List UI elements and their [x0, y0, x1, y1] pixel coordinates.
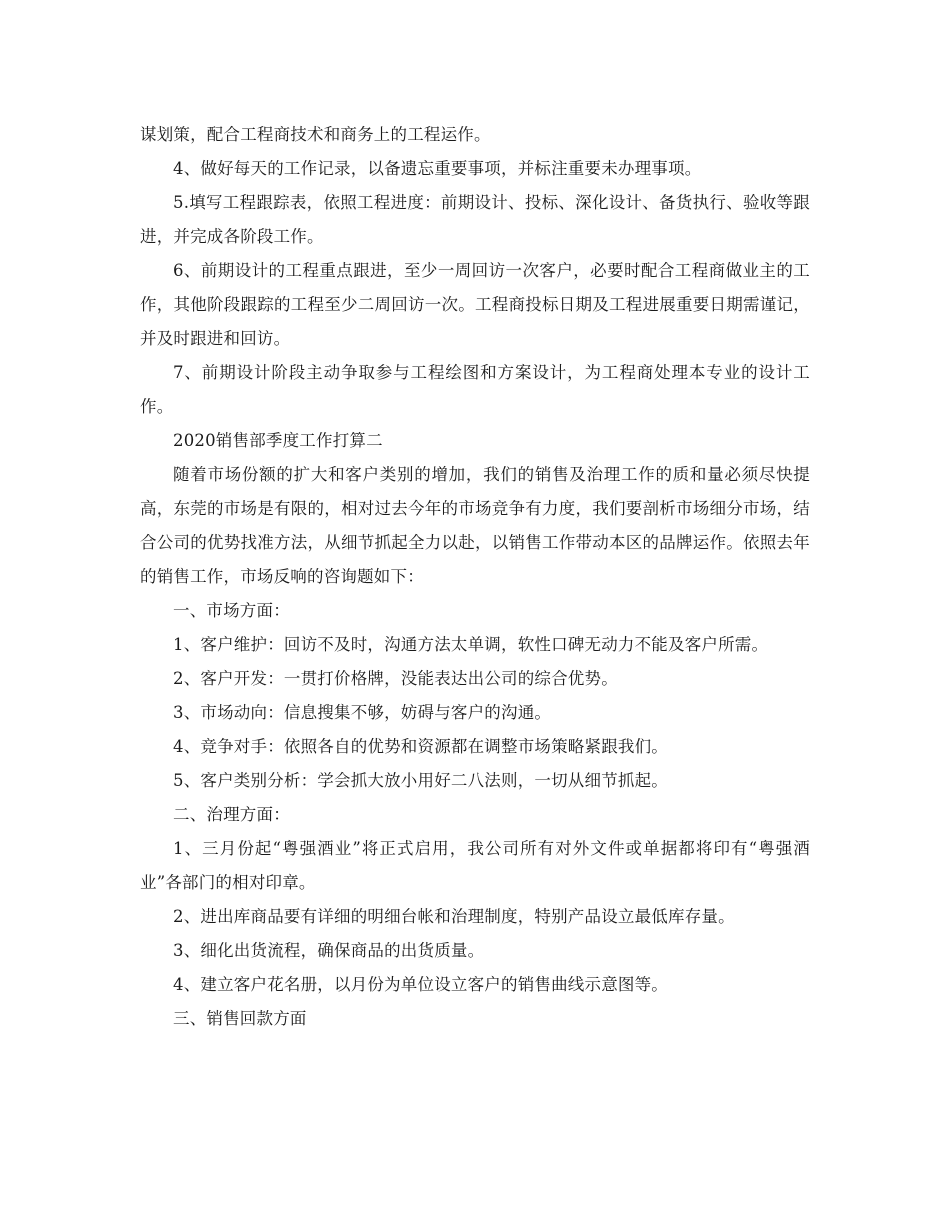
list-item: 3、细化出货流程，确保商品的出货质量。 [173, 941, 485, 960]
paragraph: 6、前期设计的工程重点跟进，至少一周回访一次客户，必要时配合工程商做业主的工作，其他阶段跟踪的工程至少二周回访一次。工程商投标日期及工程进展重要日期需谨记，并及时跟进和回访。 [140, 261, 810, 348]
paragraph: 7、前期设计阶段主动争取参与工程绘图和方案设计，为工程商处理本专业的设计工作。 [140, 363, 810, 416]
list-item: 1、客户维护：回访不及时，沟通方法太单调，软性口碑无动力不能及客户所需。 [173, 635, 769, 654]
paragraph: 5.填写工程跟踪表，依照工程进度：前期设计、投标、深化设计、备货执行、验收等跟进，并完成各阶段工作。 [140, 193, 810, 246]
list-item: 1、三月份起“粤强酒业”将正式启用，我公司所有对外文件或单据都将印有“粤强酒业”各部门的相对印章。 [140, 839, 810, 892]
paragraph: 谋划策，配合工程商技术和商务上的工程运作。 [140, 125, 491, 144]
document-body [140, 118, 810, 1036]
list-item: 3、市场动向：信息搜集不够，妨碍与客户的沟通。 [173, 703, 552, 722]
section-heading: 二、治理方面： [173, 805, 290, 824]
paragraph: 4、做好每天的工作记录，以备遗忘重要事项，并标注重要未办理事项。 [173, 159, 702, 178]
list-item: 5、客户类别分析：学会抓大放小用好二八法则，一切从细节抓起。 [173, 771, 668, 790]
list-item: 2、进出库商品要有详细的明细台帐和治理制度，特别产品设立最低库存量。 [173, 907, 735, 926]
list-item: 2、客户开发：一贯打价格牌，没能表达出公司的综合优势。 [173, 669, 618, 688]
list-item: 4、竞争对手：依照各自的优势和资源都在调整市场策略紧跟我们。 [173, 737, 668, 756]
paragraph: 随着市场份额的扩大和客户类别的增加，我们的销售及治理工作的质和量必须尽快提高，东莞的市场是有限的，相对过去今年的市场竞争有力度，我们要剖析市场细分市场，结合公司的优势找准方法，从细节抓起全力以赴，以销售工作带动本区的品牌运作。依照去年的销售工作，市场反响的咨询题如下： [140, 465, 810, 586]
section-heading: 2020销售部季度工作打算二 [173, 431, 383, 450]
list-item: 4、建立客户花名册，以月份为单位设立客户的销售曲线示意图等。 [173, 975, 668, 994]
section-heading: 一、市场方面： [173, 601, 290, 620]
section-heading: 三、销售回款方面 [173, 1009, 307, 1028]
